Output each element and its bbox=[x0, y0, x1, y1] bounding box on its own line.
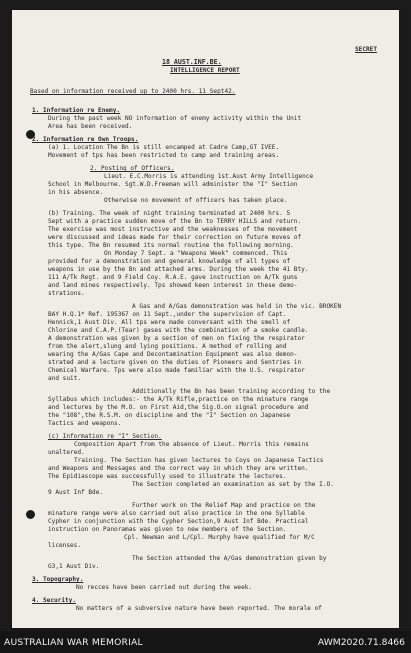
text-line: Otherwise no movement of officers has taken place. bbox=[104, 197, 288, 204]
text-line: Additionally the Bn has been training according to the bbox=[132, 388, 331, 395]
text-line: wearing the A/Gas Cape and Decontamination Equipment was also demon- bbox=[48, 351, 298, 358]
text-line: On Monday 7 Sept. a "Weapons Week" commenced. This bbox=[104, 250, 288, 257]
subsection-heading: (c) Information re "I" Section. bbox=[48, 433, 162, 440]
subsection-heading: 2. Posting of Officers. bbox=[90, 165, 175, 172]
text-line: from the alert,slung and lying positions. A method of rolling and bbox=[48, 343, 287, 350]
text-line: the "108",the R.S.M. on discipline and the "I" Section on Japanese bbox=[48, 412, 291, 419]
section-heading: 4. Security. bbox=[32, 597, 77, 604]
text-line: strations. bbox=[48, 290, 85, 297]
text-line: and suit. bbox=[48, 375, 82, 382]
text-line: Cypher in conjunction with the Cypher Section,9 Aust Inf Bde. Practical bbox=[48, 518, 309, 525]
text-line: No matters of a subversive nature have been reported. The morale of bbox=[76, 605, 322, 612]
report-body bbox=[12, 10, 399, 628]
text-line: G3,1 Aust Div. bbox=[48, 563, 100, 570]
archive-footer bbox=[0, 631, 411, 653]
section-heading: 2. Information re Own Troops. bbox=[32, 136, 139, 143]
text-line: Syllabus which includes:- the A/Tk Rifle,practice on the minature range bbox=[48, 396, 309, 403]
text-line: The Section completed an examination as set by the I.O. bbox=[132, 481, 334, 488]
text-line: Chlorine and C.A.P.(Tear) gases with the combination of a smoke candle. bbox=[48, 327, 309, 334]
text-line: 9 Aust Inf Bde. bbox=[48, 489, 104, 496]
document-page bbox=[12, 10, 399, 628]
text-line: weapons in use by the Bn and attached arms. During the week the 41 Bty. bbox=[48, 266, 309, 273]
report-title: INTELLIGENCE REPORT bbox=[170, 67, 240, 74]
text-line: unaltered. bbox=[48, 449, 85, 456]
text-line: instruction on Panoramas was given to new members of the Section. bbox=[48, 526, 287, 533]
text-line: provided for a demonstration and general knowledge of all types of bbox=[48, 258, 291, 265]
text-line: (b) Training. The week of night training terminated at 2400 hrs. 5 bbox=[48, 210, 291, 217]
text-line: Training. The Section has given lectures to Coys on Japanese Tactics bbox=[74, 457, 324, 464]
text-line: were discussed and ideas made for their correction on future moves of bbox=[48, 234, 302, 241]
text-line: Movement of tps has been restricted to camp and training areas. bbox=[48, 152, 280, 159]
text-line: strated and a lecture given on the duties of Pioneers and Sentries in bbox=[48, 359, 302, 366]
text-line: licenses. bbox=[48, 542, 82, 549]
unit-heading: 18 AUST.INF.BE. bbox=[162, 58, 222, 66]
text-line: Cpl. Newman and L/Cpl. Murphy have qualified for M/C bbox=[124, 534, 315, 541]
archive-source: AUSTRALIAN WAR MEMORIAL bbox=[4, 637, 143, 648]
text-line: Further work on the Relief Map and practice on the bbox=[132, 502, 316, 509]
text-line: The exercise was most instructive and the weaknesses of the movement bbox=[48, 226, 298, 233]
text-line: and Weapons and Messages and the correct way in which they are written. bbox=[48, 465, 309, 472]
text-line: A demonstration was given by a section of men on fixing the respirator bbox=[48, 335, 305, 342]
text-line: BAY H.Q.1* Ref. 195367 on 11 Sept.,under the supervision of Capt. bbox=[48, 311, 287, 318]
text-line: and lectures by the M.O. on First Aid,the Sig.O.on signal procedure and bbox=[48, 404, 309, 411]
text-line: During the past week NO information of enemy activity within the Unit bbox=[48, 115, 302, 122]
text-line: Lieut. E.C.Morris is attending 1st.Aust Army Intelligence bbox=[104, 173, 314, 180]
text-line: this type. The Bn resumed its normal routine the following morning. bbox=[48, 242, 294, 249]
archive-id: AWM2020.71.8466 bbox=[317, 637, 405, 648]
based-on-line: Based on information received up to 2400 hrs. 11 Sept42. bbox=[30, 88, 236, 95]
text-line: in his absence. bbox=[48, 189, 104, 196]
text-line: Chemical Warfare. Tps were also made familiar with the U.S. respirator bbox=[48, 367, 305, 374]
text-line: minature range were also carried out also practice in the one Syllable bbox=[48, 510, 305, 517]
text-line: The Section attended the A/Gas demonstration given by bbox=[132, 555, 327, 562]
section-heading: 3. Topography. bbox=[32, 576, 84, 583]
text-line: Composition Apart from the absence of Lieut. Morris this remains bbox=[74, 441, 309, 448]
section-heading: 1. Information re Enemy. bbox=[32, 107, 121, 114]
text-line: Hennick,1 Aust Div. All tps were made conversant with the smell of bbox=[48, 319, 291, 326]
text-line: 111 A/Tk Regt. and 9 Field Coy. R.A.E. gave instruction on A/Tk guns bbox=[48, 274, 298, 281]
text-line: No recces have been carried out during the week. bbox=[76, 584, 253, 591]
text-line: and land mines respectively. Tps showed keen interest in these demo- bbox=[48, 282, 298, 289]
text-line: (a) 1. Location The Bn is still encamped at Cadre Camp,GT IVEE. bbox=[48, 144, 280, 151]
text-line: Sept with a practice sudden move of the Bn to TERRY HILLS and return. bbox=[48, 218, 302, 225]
text-line: Area has been received. bbox=[48, 123, 133, 130]
text-line: A Gas and A/Gas demonstration was held in the vic. BROKEN bbox=[132, 303, 342, 310]
text-line: Tactics and weapons. bbox=[48, 420, 122, 427]
classification-mark: SECRET bbox=[354, 46, 377, 53]
text-line: The Epidiascope was successfully used to illustrate the lectures. bbox=[48, 473, 287, 480]
text-line: School in Melbourne. Sgt.W.D.Freeman will administer the "I" Section bbox=[48, 181, 298, 188]
